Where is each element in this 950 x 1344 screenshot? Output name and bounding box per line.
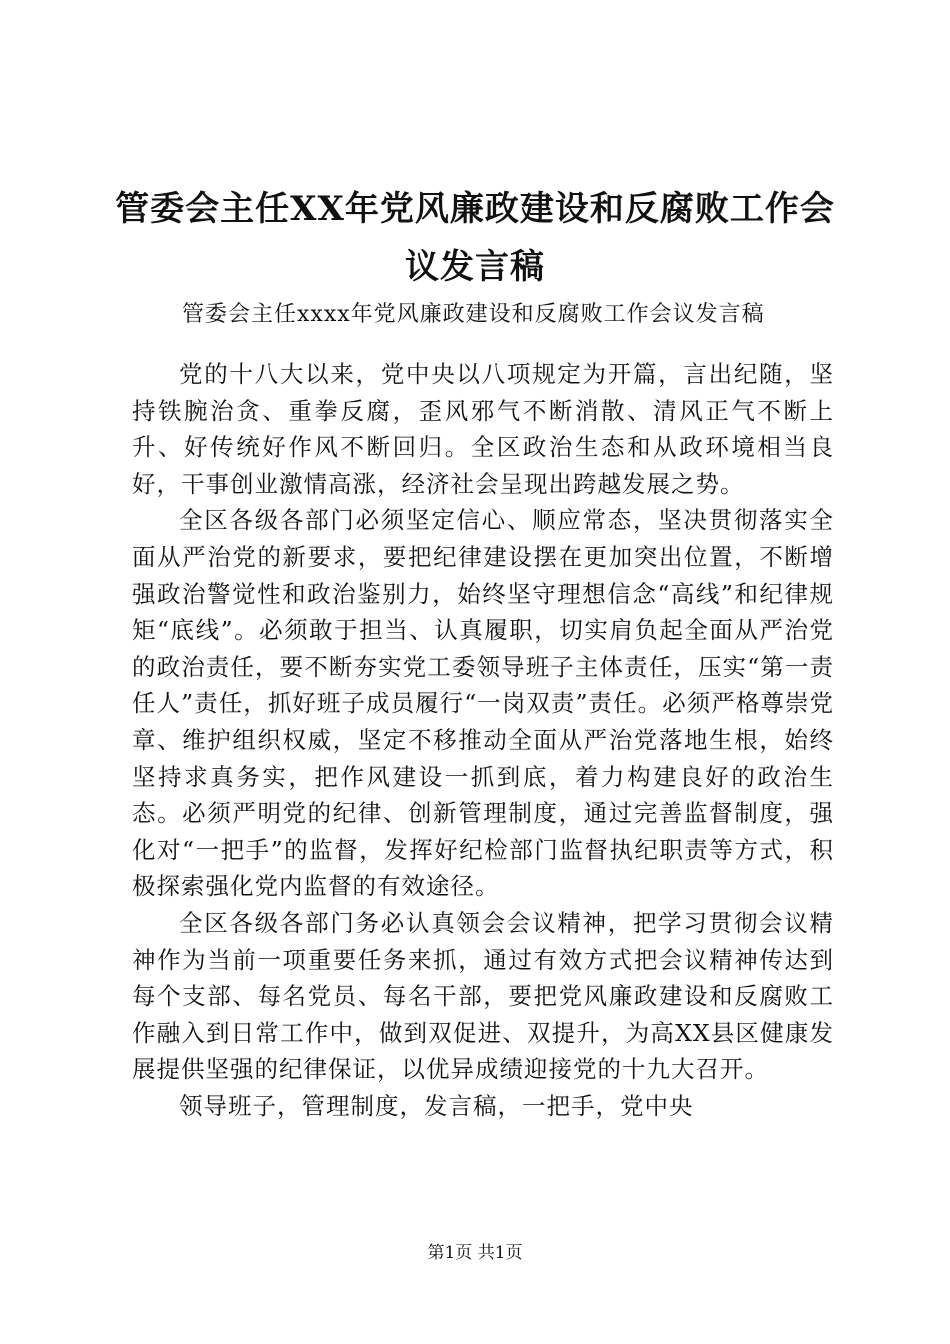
body-paragraph: 全区各级各部门必须坚定信心、顺应常态，坚决贯彻落实全面从严治党的新要求，要把纪律建设摆在更加突出位置，不断增强政治警觉性和政治鉴别力，始终坚守理想信念“高线”和纪律规矩“底线”。必须敢于担当、认真履职，切实肩负起全面从严治党的政治责任，要不断夯实党工委领导班子主体责任，压实“第一责任人”责任，抓好班子成员履行“一岗双责”责任。必须严格尊崇党章、维护组织权威，坚定不移推动全面从严治党落地生根，始终坚持求真务实，把作风建设一抓到底，着力构建良好的政治生态。必须严明党的纪律、创新管理制度，通过完善监督制度，强化对“一把手”的监督，发挥好纪检部门监督执纪职责等方式，积极探索强化党内监督的有效途径。 (132, 506, 834, 901)
body-paragraph: 党的十八大以来，党中央以八项规定为开篇，言出纪随，坚持铁腕治贪、重拳反腐，歪风邪气不断消散、清风正气不断上升、好传统好作风不断回归。全区政治生态和从政环境相当良好，干事创业激情高涨，经济社会呈现出跨越发展之势。 (132, 360, 834, 498)
document-subtitle: 管委会主任xxxx年党风廉政建设和反腐败工作会议发言稿 (182, 302, 765, 327)
document-title: 管委会主任XX年党风廉政建设和反腐败工作会议发言稿 (115, 189, 835, 287)
keywords-line: 领导班子，管理制度，发言稿，一把手，党中央 (179, 1091, 694, 1120)
document-body (132, 356, 834, 1124)
body-paragraph: 全区各级各部门务必认真领会会议精神，把学习贯彻会议精神作为当前一项重要任务来抓，通过有效方式把会议精神传达到每个支部、每名党员、每名干部，要把党风廉政建设和反腐败工作融入到日常工作中，做到双促进、双提升，为高XX县区健康发展提供坚强的纪律保证，以优异成绩迎接党的十九大召开。 (132, 908, 834, 1084)
page-footer: 第1页 共1页 (427, 1243, 523, 1263)
